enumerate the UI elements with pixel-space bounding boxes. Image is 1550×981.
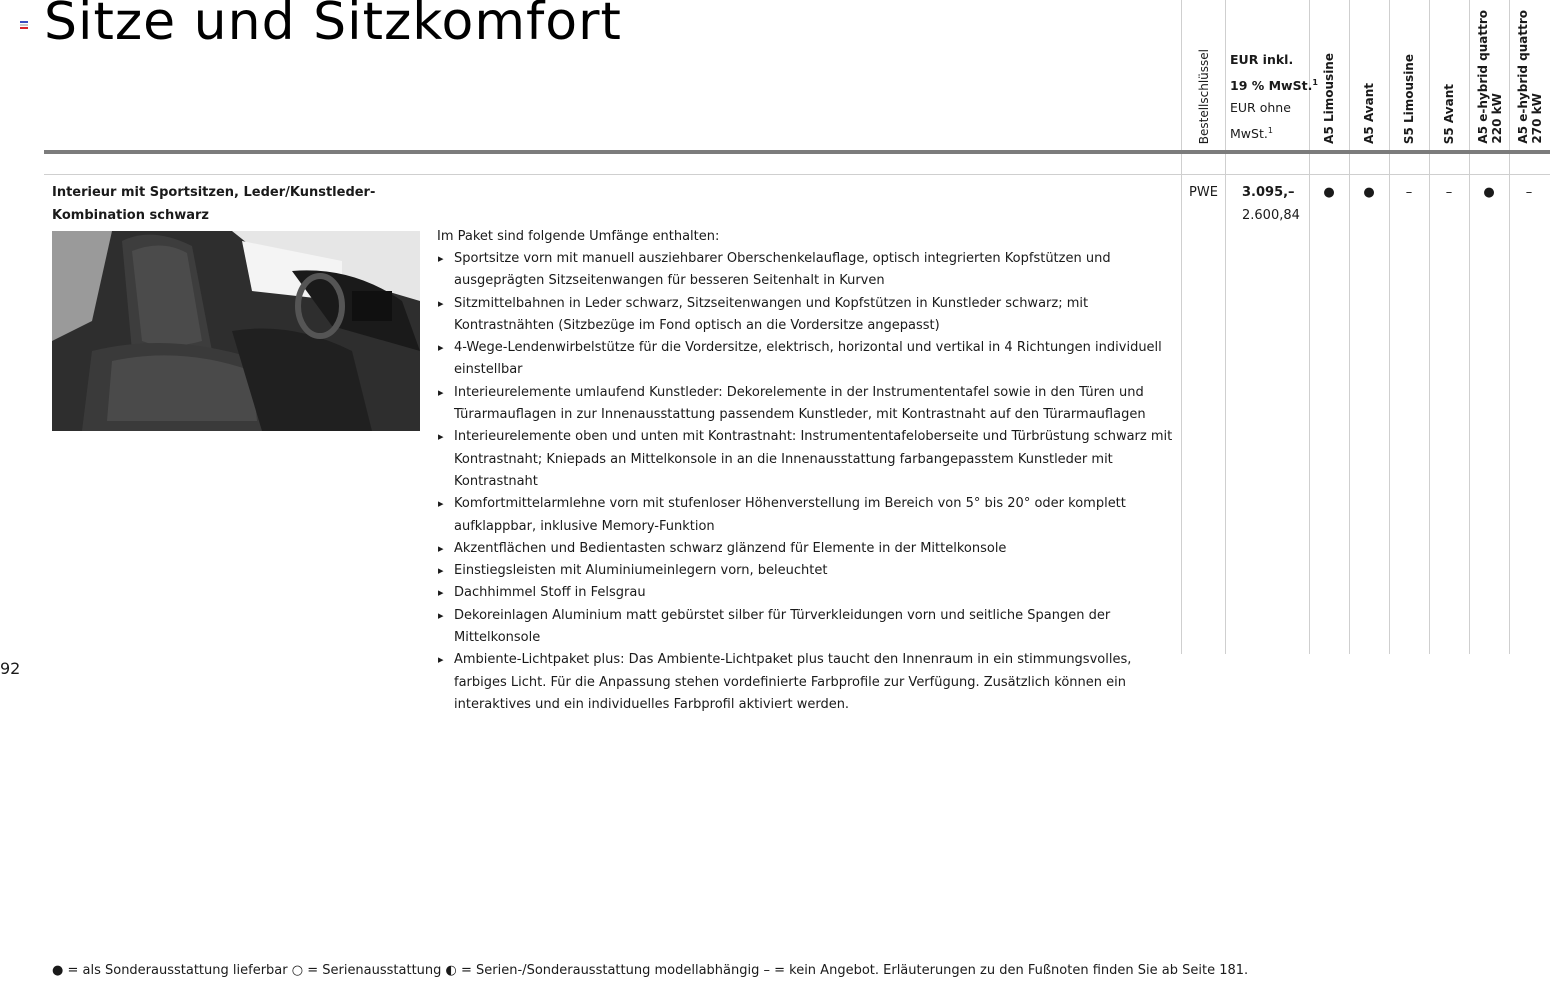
availability-a5-ehybrid-270: –: [1525, 185, 1533, 200]
availability-a5-ehybrid-220: ●: [1483, 185, 1495, 200]
page-number: 92: [0, 659, 21, 678]
header-model-s5-limousine: S5 Limousine: [1402, 53, 1416, 144]
list-item: ▸ Interieurelemente oben und unten mit Kontrastnaht: Instrumententafeloberseite und Türbrüstung schwarz mit Kontrastnaht; Kniepads an Mittelkonsole in an die Innenausstattung farbangepasstem Kunstleder mit Kontrastnaht: [437, 426, 1177, 493]
availability-s5-avant: –: [1445, 185, 1453, 200]
brand-flag-icon: [20, 21, 28, 30]
seat-photo: [52, 231, 420, 431]
price-net: 2.600,84: [1242, 207, 1300, 223]
list-item: ▸ Interieurelemente umlaufend Kunstleder: Dekorelemente in der Instrumententafel sowie in den Türen und Türarmauflagen in zur Innenausstattung passendem Kunstleder, mit Kontrastnaht auf den Türarmauflagen: [437, 382, 1177, 427]
order-code: PWE: [1189, 185, 1218, 200]
header-model-a5-limousine: A5 Limousine: [1322, 53, 1336, 144]
list-item: ▸ Dachhimmel Stoff in Felsgrau: [437, 582, 1177, 604]
list-item: ▸ Sitzmittelbahnen in Leder schwarz, Sitzseitenwangen und Kopfstützen in Kunstleder schwarz; mit Kontrastnähten (Sitzbezüge im Fond optisch an die Vordersitze angepasst): [437, 293, 1177, 338]
header-model-a5-ehybrid-220: A5 e-hybrid quattro 220 kW: [1476, 10, 1504, 144]
availability-s5-limousine: –: [1405, 185, 1413, 200]
availability-a5-limousine: ●: [1323, 185, 1335, 200]
list-item: ▸ Dekoreinlagen Aluminium matt gebürstet silber für Türverkleidungen vorn und seitliche Spangen der Mittelkonsole: [437, 605, 1177, 650]
list-item: ▸ 4-Wege-Lendenwirbelstütze für die Vordersitze, elektrisch, horizontal und vertikal in 4 Richtungen individuell einstellbar: [437, 337, 1177, 382]
header-model-a5-ehybrid-270: A5 e-hybrid quattro 270 kW: [1516, 10, 1544, 144]
list-item: ▸ Ambiente-Lichtpaket plus: Das Ambiente-Lichtpaket plus taucht den Innenraum in ein stimmungsvolles, farbiges Licht. Für die Anpassung stehen vordefinierte Farbprofile zur Verfügung. Zusätzlich können ein interaktives und ein individuelles Farbprofil aktiviert werden.: [437, 649, 1177, 716]
header-model-a5-avant: A5 Avant: [1362, 83, 1376, 144]
row-title: Interieur mit Sportsitzen, Leder/Kunstleder-Kombination schwarz: [52, 185, 376, 223]
price-gross: 3.095,–: [1242, 185, 1295, 200]
header-rule: [44, 150, 1550, 154]
package-intro: Im Paket sind folgende Umfänge enthalten:: [437, 229, 720, 244]
price-cell: [1242, 182, 1300, 227]
header-price: EUR inkl. 19 % MwSt.$^1$ EUR ohne MwSt.$^1$: [1230, 52, 1318, 141]
legend: ● = als Sonderausstattung lieferbar ○ = Serienausstattung ◐ = Serien-/Sonderausstattung modellabhängig – = kein Angebot. Erläuterungen zu den Fußnoten finden Sie ab Seite 181.: [52, 963, 1249, 978]
header-model-s5-avant: S5 Avant: [1442, 83, 1456, 144]
list-item: ▸ Sportsitze vorn mit manuell ausziehbarer Oberschenkelauflage, optisch integrierten Kopfstützen und ausgeprägten Sitzseitenwangen für besseren Seitenhalt in Kurven: [437, 248, 1177, 293]
availability-a5-avant: ●: [1363, 185, 1375, 200]
list-item: ▸ Akzentflächen und Bedientasten schwarz glänzend für Elemente in der Mittelkonsole: [437, 538, 1177, 560]
row-rule: [44, 174, 1550, 175]
page-title: Sitze und Sitzkomfort: [44, 0, 622, 52]
list-item: ▸ Einstiegsleisten mit Aluminiumeinlegern vorn, beleuchtet: [437, 560, 1177, 582]
package-list: [437, 248, 1177, 716]
list-item: ▸ Komfortmittelarmlehne vorn mit stufenloser Höhenverstellung im Bereich von 5° bis 20° oder komplett aufklappbar, inklusive Memory-Funktion: [437, 493, 1177, 538]
header-order-code: Bestellschlüssel: [1197, 48, 1211, 144]
